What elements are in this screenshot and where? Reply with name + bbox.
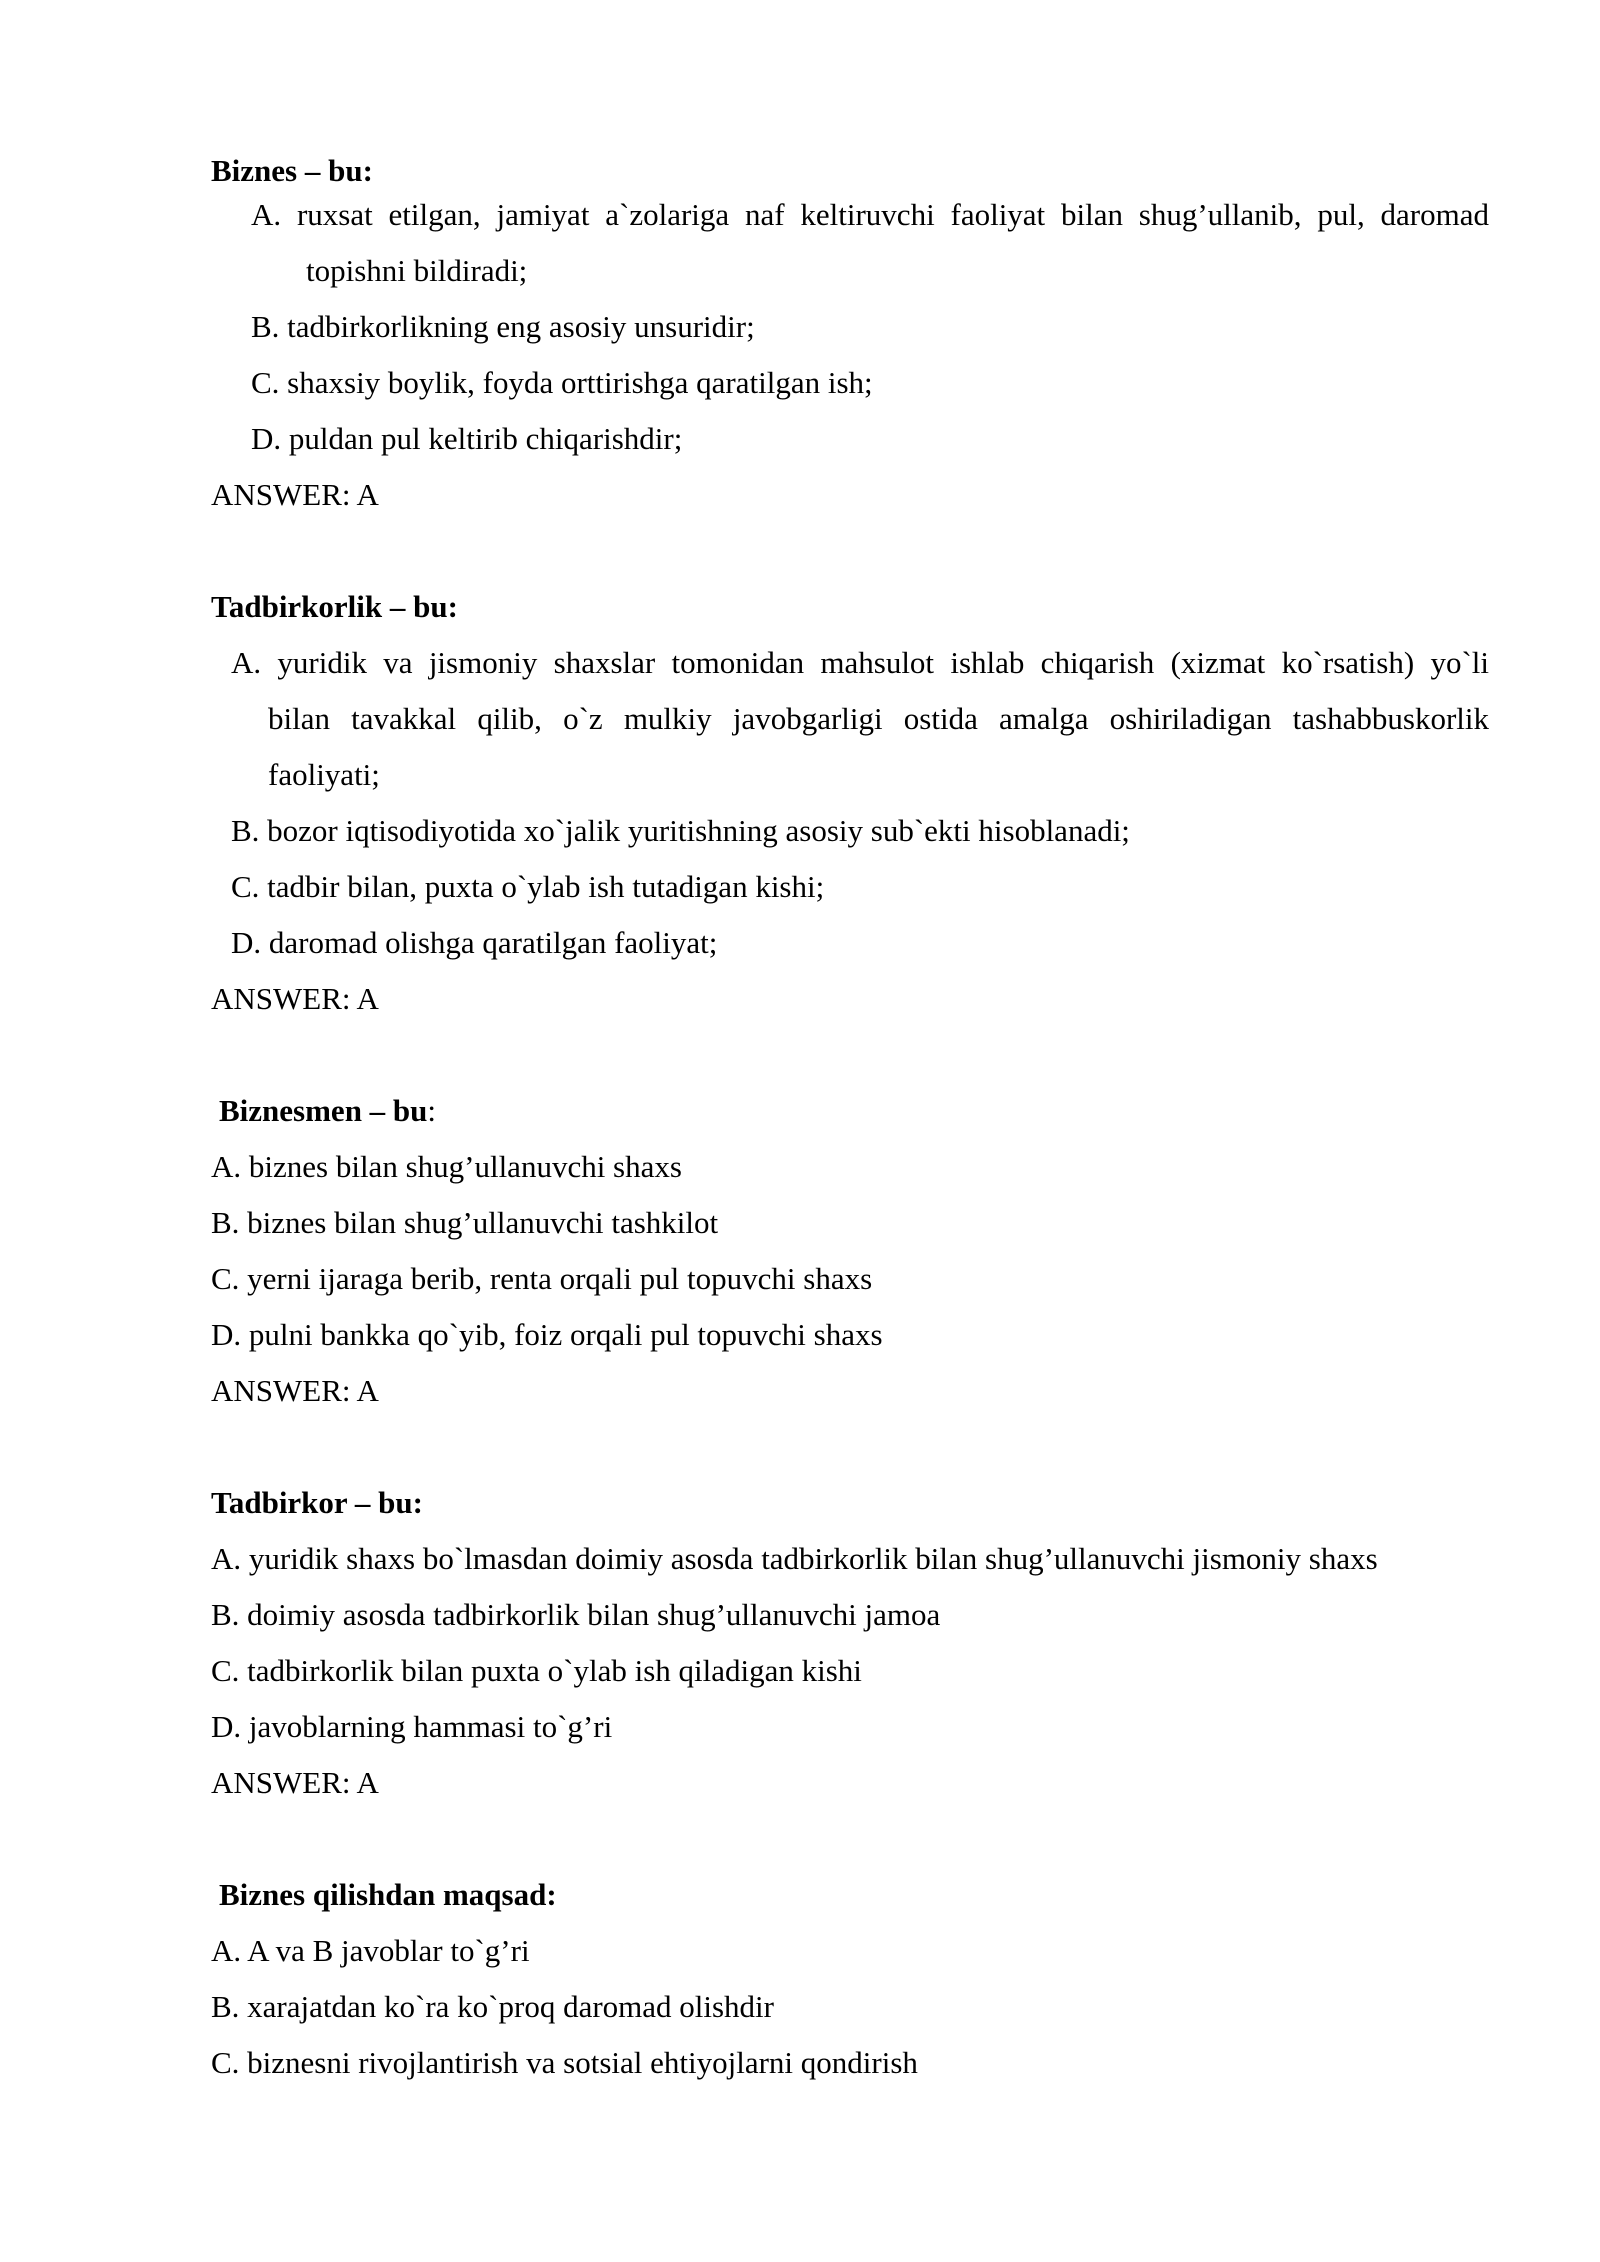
answer-key: ANSWER: A <box>211 1373 379 1408</box>
answer-option: B. bozor iqtisodiyotida xo`jalik yuritishning asosiy sub`ekti hisoblanadi; <box>231 813 1130 848</box>
answer-option: C. yerni ijaraga berib, renta orqali pul topuvchi shaxs <box>211 1261 873 1296</box>
question-title: Biznes qilishdan maqsad: <box>219 1877 557 1912</box>
answer-option: B. tadbirkorlikning eng asosiy unsuridir; <box>251 309 755 344</box>
answer-option-continuation: topishni bildiradi; <box>306 253 528 288</box>
answer-option: C. tadbirkorlik bilan puxta o`ylab ish qiladigan kishi <box>211 1653 862 1688</box>
answer-option: C. shaxsiy boylik, foyda orttirishga qaratilgan ish; <box>251 365 873 400</box>
answer-option: D. javoblarning hammasi to`g’ri <box>211 1709 613 1744</box>
question-title-colon: : <box>427 1093 437 1128</box>
answer-option-continuation: bilan tavakkal qilib, o`z mulkiy javobgarligi ostida amalga oshiriladigan tashabbuskorlik <box>268 701 1489 736</box>
answer-option: D. daromad olishga qaratilgan faoliyat; <box>231 925 718 960</box>
answer-key: ANSWER: A <box>211 477 379 512</box>
answer-option: B. biznes bilan shug’ullanuvchi tashkilot <box>211 1205 719 1240</box>
answer-option: A. A va B javoblar to`g’ri <box>211 1933 530 1968</box>
answer-key: ANSWER: A <box>211 1765 379 1800</box>
answer-option: A. yuridik va jismoniy shaxslar tomonidan mahsulot ishlab chiqarish (xizmat ko`rsatish) yo`li <box>231 645 1489 680</box>
answer-option: A. ruxsat etilgan, jamiyat a`zolariga naf keltiruvchi faoliyat bilan shug’ullanib, pul, daromad <box>251 197 1489 232</box>
answer-option: A. biznes bilan shug’ullanuvchi shaxs <box>211 1149 682 1184</box>
answer-key: ANSWER: A <box>211 981 379 1016</box>
question-title: Tadbirkor – bu: <box>211 1485 423 1520</box>
answer-option: D. pulni bankka qo`yib, foiz orqali pul topuvchi shaxs <box>211 1317 883 1352</box>
answer-option: D. puldan pul keltirib chiqarishdir; <box>251 421 683 456</box>
answer-option: C. biznesni rivojlantirish va sotsial ehtiyojlarni qondirish <box>211 2045 918 2080</box>
answer-option: B. doimiy asosda tadbirkorlik bilan shug’ullanuvchi jamoa <box>211 1597 941 1632</box>
answer-option: B. xarajatdan ko`ra ko`proq daromad olishdir <box>211 1989 774 2024</box>
answer-option: A. yuridik shaxs bo`lmasdan doimiy asosda tadbirkorlik bilan shug’ullanuvchi jismoniy shaxs <box>211 1541 1378 1576</box>
answer-option: C. tadbir bilan, puxta o`ylab ish tutadigan kishi; <box>231 869 825 904</box>
question-title-text: Biznesmen – bu <box>219 1093 428 1128</box>
question-title: Biznes – bu: <box>211 153 373 188</box>
question-title <box>219 1093 436 1129</box>
question-title: Tadbirkorlik – bu: <box>211 589 458 624</box>
answer-option-continuation: faoliyati; <box>268 757 380 792</box>
